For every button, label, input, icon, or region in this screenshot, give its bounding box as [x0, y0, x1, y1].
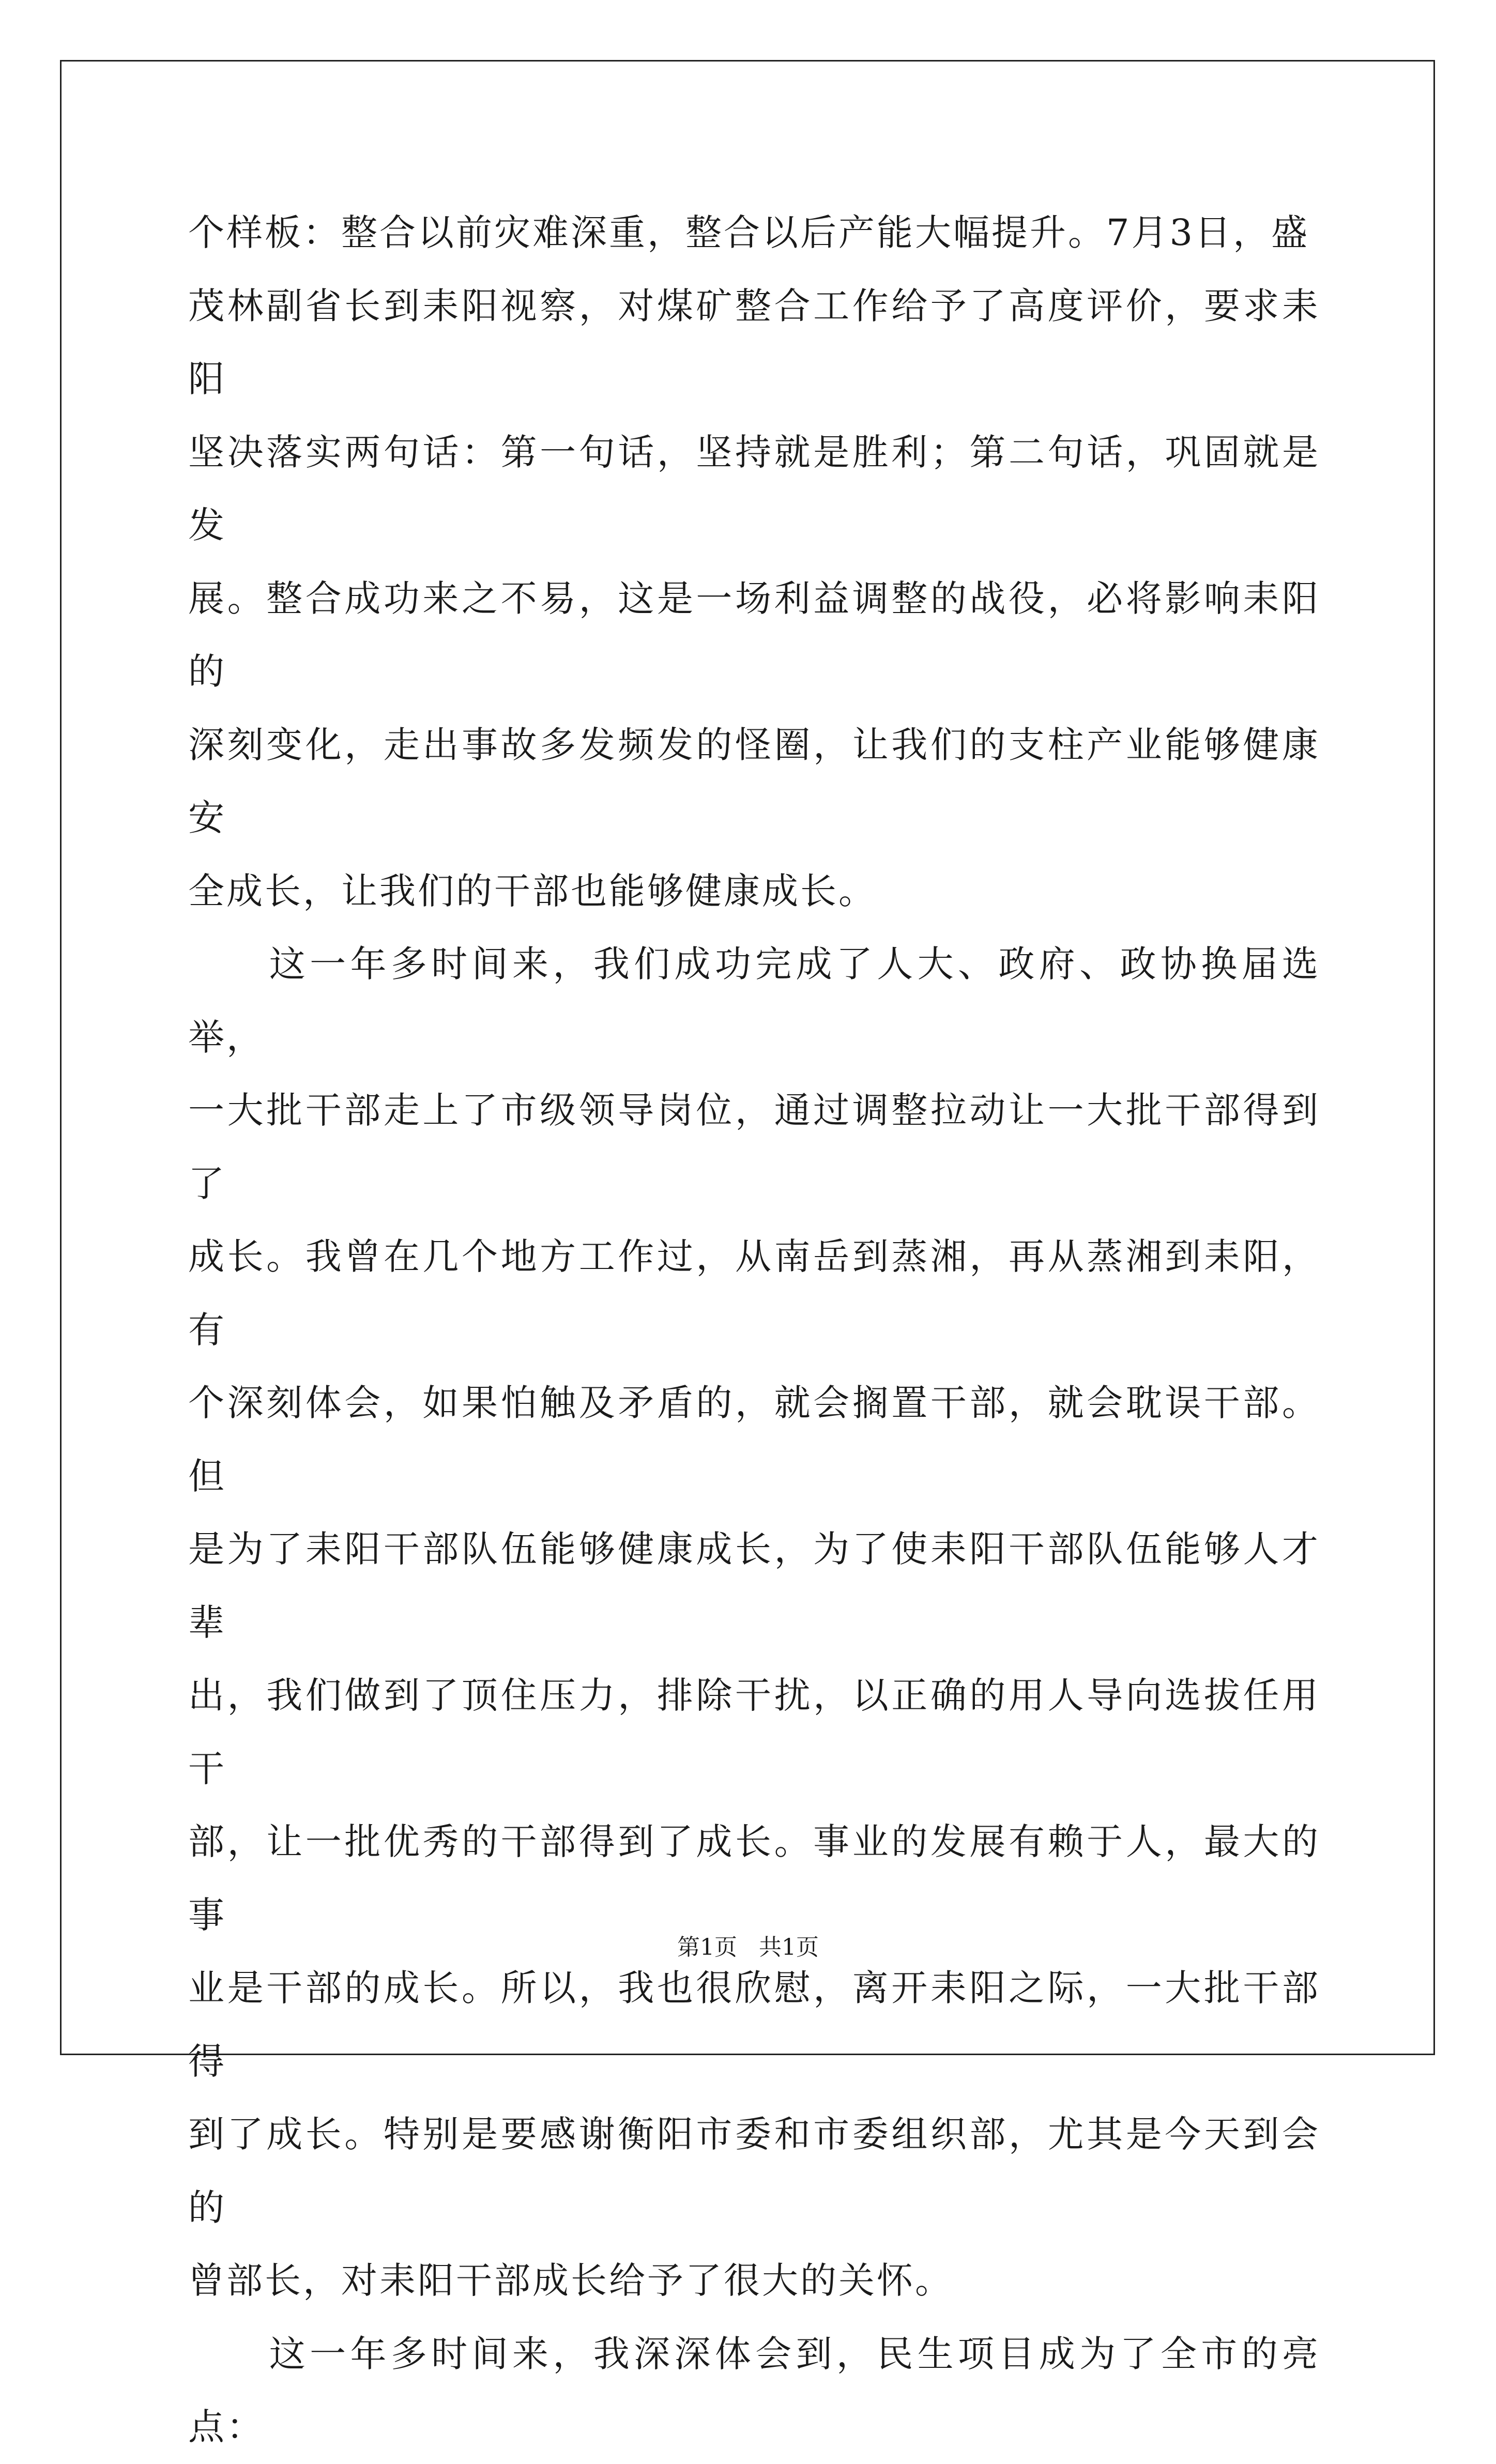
text-line: 茂林副省长到耒阳视察，对煤矿整合工作给予了高度评价，要求耒阳	[188, 284, 1320, 400]
document-body	[188, 196, 1320, 2464]
page-footer	[0, 1932, 1496, 1963]
text-line: 这一年多时间来，我们成功完成了人大、政府、政协换届选举，	[188, 943, 1320, 1059]
text-line: 业是干部的成长。所以，我也很欣慰，离开耒阳之际，一大批干部得	[188, 1967, 1320, 2083]
text-line: 成长。我曾在几个地方工作过，从南岳到蒸湘，再从蒸湘到耒阳，有	[188, 1235, 1320, 1351]
text-line: 全成长，让我们的干部也能够健康成长。	[188, 869, 877, 912]
text-line: 个样板：整合以前灾难深重，整合以后产能大幅提升。7月3日，盛	[188, 211, 1310, 254]
paragraph-livelihood-projects	[188, 2318, 1320, 2464]
text-line: 坚决落实两句话：第一句话，坚持就是胜利；第二句话，巩固就是发	[188, 431, 1320, 546]
text-line: 这一年多时间来，我深深体会到，民生项目成为了全市的亮点：	[188, 2332, 1320, 2448]
page-number: 第1页	[677, 1934, 738, 1961]
text-line: 是为了耒阳干部队伍能够健康成长，为了使耒阳干部队伍能够人才辈	[188, 1528, 1320, 1644]
text-line: 一大批干部走上了市级领导岗位，通过调整拉动让一大批干部得到了	[188, 1089, 1320, 1205]
text-line: 到了成长。特别是要感谢衡阳市委和市委组织部，尤其是今天到会的	[188, 2113, 1320, 2229]
text-line: 曾部长，对耒阳干部成长给予了很大的关怀。	[188, 2259, 953, 2302]
page-total: 共1页	[758, 1934, 819, 1961]
paragraph-cadre-growth	[188, 928, 1320, 2318]
paragraph-coal-consolidation	[188, 196, 1320, 928]
text-line: 深刻变化，走出事故多发频发的怪圈，让我们的支柱产业能够健康安	[188, 723, 1320, 839]
text-line: 部，让一批优秀的干部得到了成长。事业的发展有赖于人，最大的事	[188, 1820, 1320, 1936]
text-line: 出，我们做到了顶住压力，排除干扰，以正确的用人导向选拔任用干	[188, 1674, 1320, 1790]
text-line: 个深刻体会，如果怕触及矛盾的，就会搁置干部，就会耽误干部。但	[188, 1382, 1320, 1497]
text-line: 展。整合成功来之不易，这是一场利益调整的战役，必将影响耒阳的	[188, 577, 1320, 693]
